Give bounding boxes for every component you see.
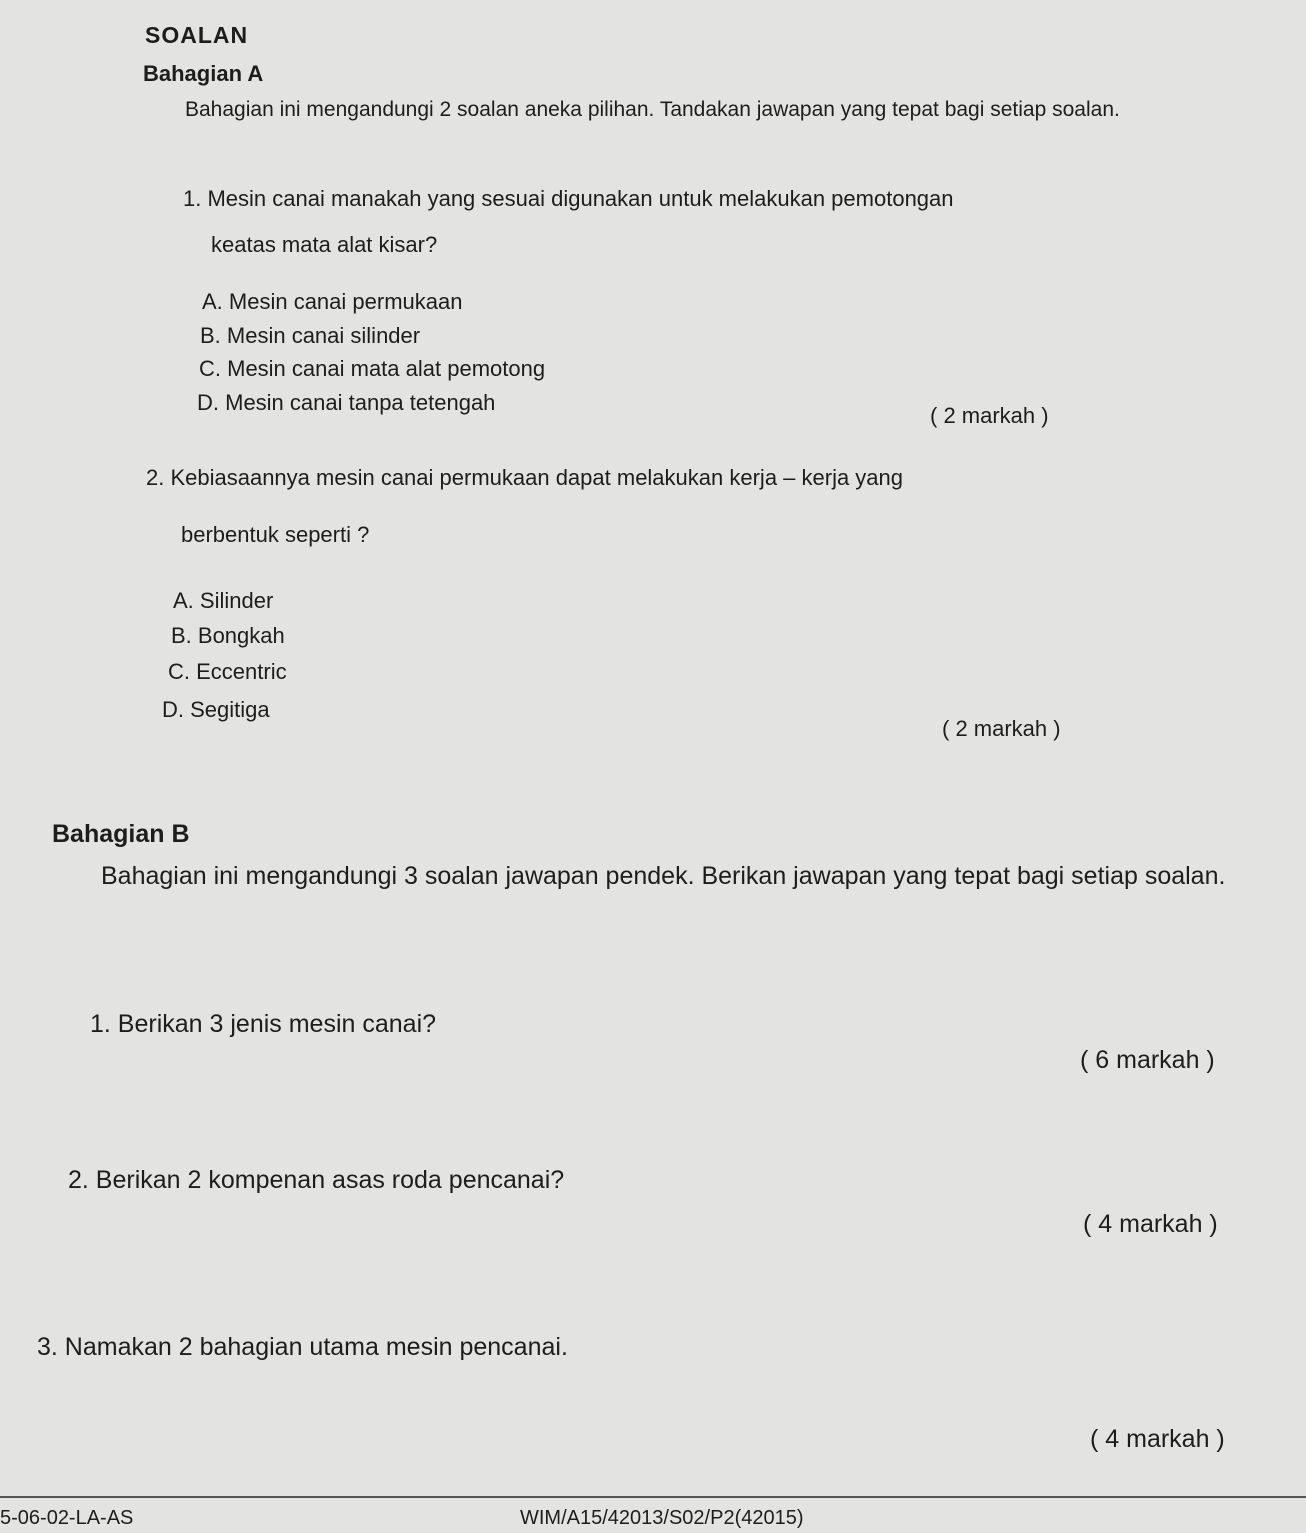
question-a1-marks: ( 2 markah ) (930, 403, 1049, 428)
footer-code-left: 5-06-02-LA-AS (0, 1507, 134, 1529)
question-a2-option-c: C. Eccentric (168, 659, 287, 684)
question-b1-marks: ( 6 markah ) (1080, 1046, 1215, 1074)
question-b1: 1. Berikan 3 jenis mesin canai? (90, 1010, 437, 1038)
footer-code-center: WIM/A15/42013/S02/P2(42015) (520, 1507, 804, 1529)
question-a1-option-d: D. Mesin canai tanpa tetengah (197, 390, 496, 415)
page-title: SOALAN (145, 22, 249, 48)
question-a1-option-c: C. Mesin canai mata alat pemotong (199, 356, 546, 381)
question-a1-option-b: B. Mesin canai silinder (200, 323, 421, 348)
question-a2-line2: berbentuk seperti ? (181, 522, 370, 547)
question-a2-option-a: A. Silinder (173, 588, 274, 613)
question-a1-option-a: A. Mesin canai permukaan (202, 289, 463, 314)
question-a1-line1: 1. Mesin canai manakah yang sesuai digunakan untuk melakukan pemotongan (183, 186, 954, 211)
question-b2-marks: ( 4 markah ) (1083, 1210, 1218, 1238)
section-b-heading: Bahagian B (52, 820, 190, 848)
footer-divider (0, 1496, 1306, 1498)
question-a2-option-d: D. Segitiga (162, 697, 270, 722)
question-b2: 2. Berikan 2 kompenan asas roda pencanai? (68, 1166, 565, 1194)
question-a2-line1: 2. Kebiasaannya mesin canai permukaan dapat melakukan kerja – kerja yang (146, 465, 904, 490)
section-a-heading: Bahagian A (143, 61, 264, 86)
question-a1-line2: keatas mata alat kisar? (211, 232, 438, 257)
question-a2-marks: ( 2 markah ) (942, 716, 1061, 741)
question-b3-marks: ( 4 markah ) (1090, 1425, 1225, 1453)
section-b-intro: Bahagian ini mengandungi 3 soalan jawapan pendek. Berikan jawapan yang tepat bagi setiap soalan. (101, 862, 1226, 890)
question-b3: 3. Namakan 2 bahagian utama mesin pencanai. (37, 1333, 568, 1361)
section-a-intro: Bahagian ini mengandungi 2 soalan aneka pilihan. Tandakan jawapan yang tepat bagi setiap soalan. (185, 98, 1120, 121)
question-a2-option-b: B. Bongkah (171, 623, 285, 648)
